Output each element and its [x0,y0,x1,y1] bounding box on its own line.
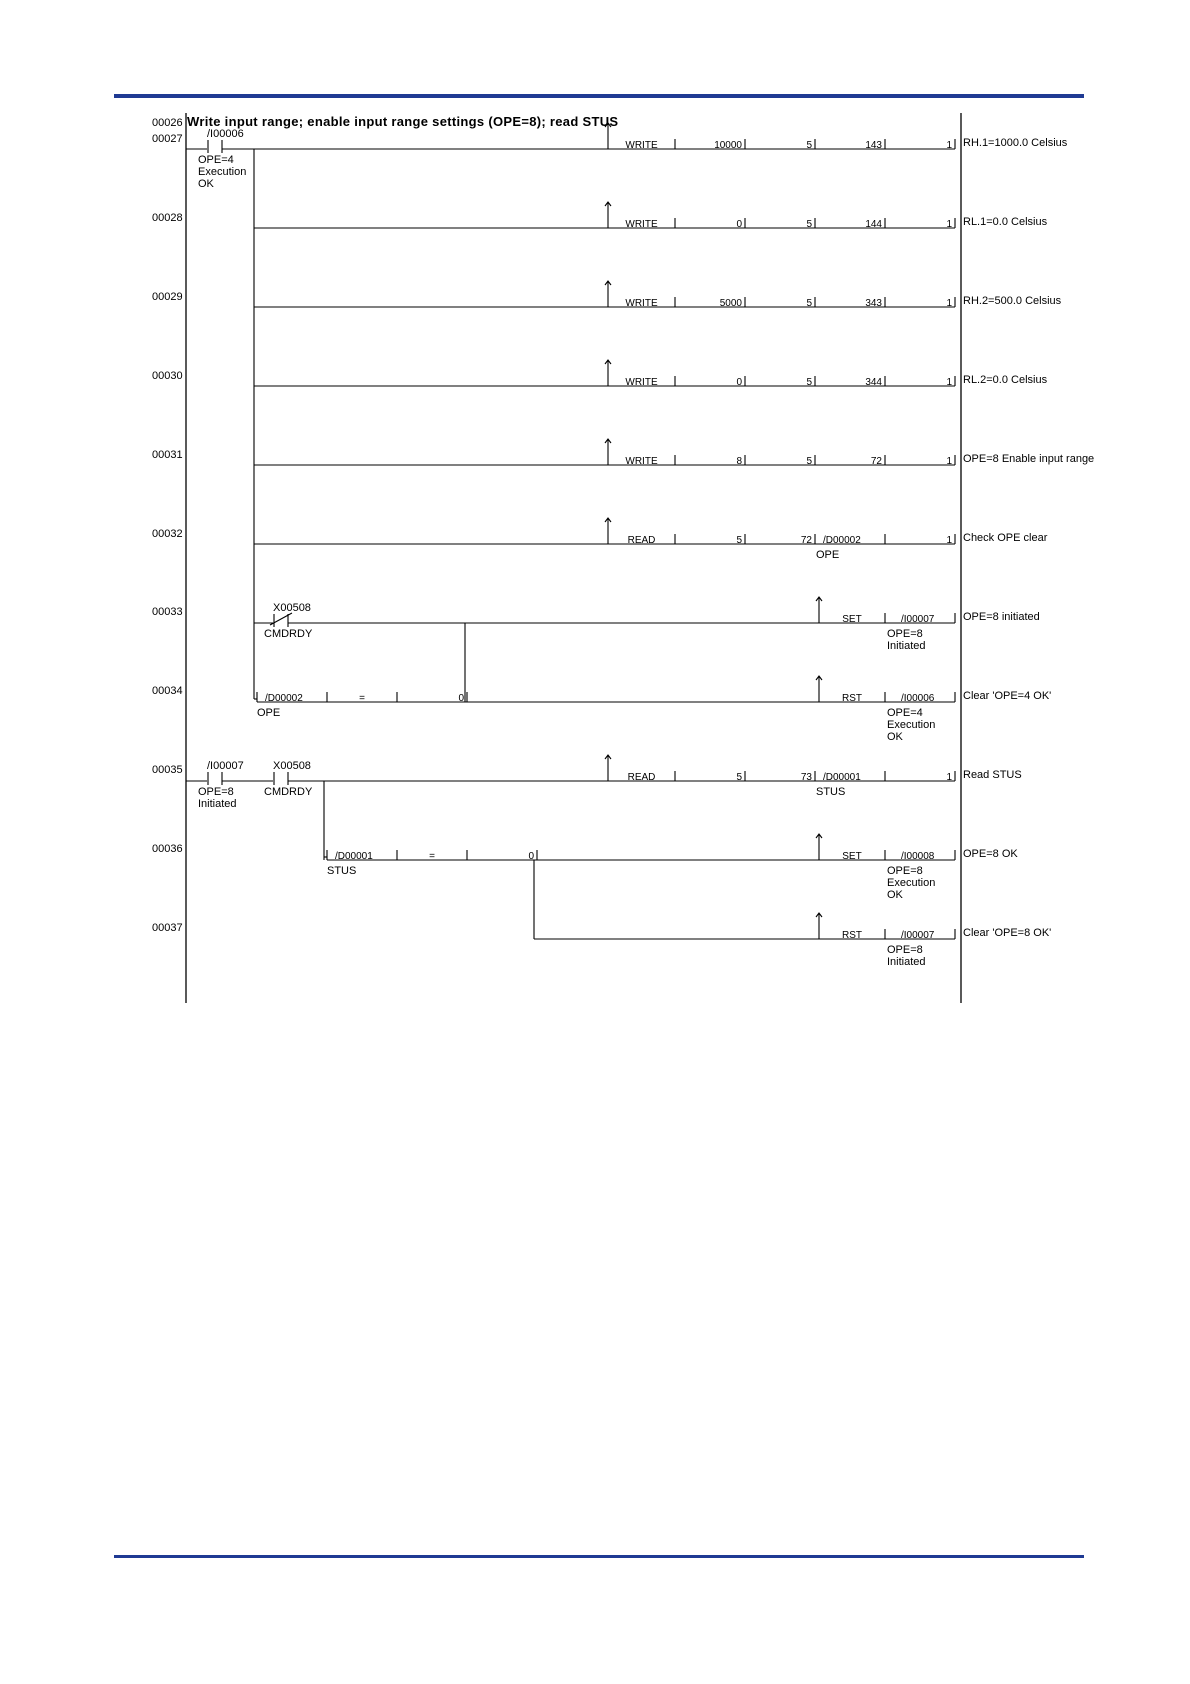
instruction-param: 73 [800,772,812,783]
coil-label: OK [887,889,903,901]
compare-operator: = [359,693,365,704]
instruction-param: 5 [806,456,812,467]
device-label: STUS [327,865,357,877]
instruction-param: 0 [736,377,742,388]
compare-right: 0 [458,693,464,704]
instruction-command: WRITE [625,377,658,388]
instruction-write [605,360,1048,388]
rung-number: 00037 [152,922,183,934]
rung-comment: Check OPE clear [963,532,1048,544]
rung-number: 00032 [152,528,183,540]
coil-command: SET [842,614,862,625]
instruction-param: 1 [946,772,952,783]
compare-block [327,850,537,877]
rung-number: 00027 [152,133,183,145]
instruction-command: READ [627,535,656,546]
instruction-param: 5 [806,377,812,388]
instruction-param: 1 [946,140,952,151]
coil-label: OPE=8 [887,944,923,956]
rung-number: 00035 [152,764,183,776]
coil-label: OPE=8 [887,628,923,640]
rung-number: 00036 [152,843,183,855]
rung-comment: RL.2=0.0 Celsius [963,374,1048,386]
ladder-elements [198,123,1094,968]
footer-rule [114,1555,1084,1558]
instruction-write [605,123,1068,151]
contact-address: /I00007 [207,760,244,772]
instruction-param: 5 [806,219,812,230]
rising-edge-arrow-icon [605,123,611,139]
contact-address: X00508 [273,602,311,614]
contact-label: OPE=8 [198,786,234,798]
instruction-param: 5 [736,535,742,546]
contact-label: OK [198,178,214,190]
coil-label: OPE=8 [887,865,923,877]
rung-comment: OPE=8 Enable input range [963,453,1095,465]
rung-comment: Clear 'OPE=4 OK' [963,690,1052,702]
compare-left: /D00001 [335,851,373,862]
rung-number: 00031 [152,449,183,461]
instruction-command: WRITE [625,456,658,467]
rising-edge-arrow-icon [605,281,611,297]
contact-rising-edge [198,760,244,810]
instruction-param: 343 [865,298,882,309]
contact-label: OPE=4 [198,154,234,166]
instruction-param: 1 [946,219,952,230]
coil-label: Initiated [887,956,926,968]
instruction-param: 72 [800,535,812,546]
coil-label: Execution [887,719,936,731]
contact-label: CMDRDY [264,628,313,640]
rung-comment: RH.2=500.0 Celsius [963,295,1062,307]
coil-command: RST [842,693,862,704]
contact-label: Initiated [198,798,237,810]
coil-set [816,597,1040,652]
coil-command: RST [842,930,862,941]
instruction-write [605,439,1094,467]
instruction-param: 1 [946,456,952,467]
instruction-command: READ [627,772,656,783]
rung-comment: OPE=8 OK [963,848,1018,860]
rung-comment: Read STUS [963,769,1022,781]
coil-label: Execution [887,877,936,889]
compare-operator: = [429,851,435,862]
coil-rst [816,913,1051,968]
instruction-param: /D00001 [823,772,861,783]
instruction-param: 72 [870,456,882,467]
instruction-param: 1 [946,298,952,309]
rising-edge-arrow-icon [605,518,611,534]
compare-right: 0 [528,851,534,862]
instruction-param: 1 [946,535,952,546]
device-label: OPE [816,549,840,561]
contact-label: Execution [198,166,247,178]
instruction-read [605,755,1022,798]
contact-normally-closed [264,602,313,640]
coil-label: OPE=4 [887,707,923,719]
instruction-write [605,202,1048,230]
instruction-command: WRITE [625,219,658,230]
coil-address: /I00006 [901,693,935,704]
compare-block [257,692,467,719]
instruction-param: 1 [946,377,952,388]
rung-comment: RL.1=0.0 Celsius [963,216,1048,228]
rising-edge-arrow-icon [816,834,822,850]
diagram-title: Write input range; enable input range settings (OPE=8); read STUS [187,114,619,129]
instruction-param: 5000 [719,298,742,309]
instruction-command: WRITE [625,140,658,151]
instruction-param: 5 [736,772,742,783]
contact-rising-edge [264,760,313,798]
coil-rst [816,676,1051,743]
rung-number: 00034 [152,685,183,697]
rising-edge-arrow-icon [816,676,822,692]
instruction-param: 10000 [714,140,742,151]
rising-edge-arrow-icon [605,360,611,376]
device-label: OPE [257,707,281,719]
contact-label: CMDRDY [264,786,313,798]
instruction-param: 5 [806,298,812,309]
instruction-param: 143 [865,140,882,151]
instruction-command: WRITE [625,298,658,309]
rung-number: 00033 [152,606,183,618]
rising-edge-arrow-icon [605,755,611,771]
rung-number: 00028 [152,212,183,224]
contact-address: /I00006 [207,128,244,140]
rung-number: 00026 [152,117,183,129]
instruction-param: 344 [865,377,882,388]
instruction-param: 144 [865,219,882,230]
contact-address: X00508 [273,760,311,772]
rung-comment: RH.1=1000.0 Celsius [963,137,1068,149]
coil-address: /I00007 [901,930,935,941]
coil-label: OK [887,731,903,743]
instruction-param: /D00002 [823,535,861,546]
rising-edge-arrow-icon [816,913,822,929]
header-rule [114,94,1084,98]
rung-number: 00029 [152,291,183,303]
rising-edge-arrow-icon [816,597,822,613]
rung-comment: Clear 'OPE=8 OK' [963,927,1052,939]
rung-comment: OPE=8 initiated [963,611,1040,623]
coil-address: /I00008 [901,851,935,862]
rung-number: 00030 [152,370,183,382]
rung-numbers [152,117,183,934]
contact-rising-edge [198,128,246,190]
compare-left: /D00002 [265,693,303,704]
device-label: STUS [816,786,846,798]
coil-set [816,834,1018,901]
rising-edge-arrow-icon [605,439,611,455]
instruction-param: 0 [736,219,742,230]
instruction-param: 8 [736,456,742,467]
instruction-read [605,518,1048,561]
rising-edge-arrow-icon [605,202,611,218]
instruction-write [605,281,1062,309]
coil-address: /I00007 [901,614,935,625]
instruction-param: 5 [806,140,812,151]
coil-command: SET [842,851,862,862]
coil-label: Initiated [887,640,926,652]
